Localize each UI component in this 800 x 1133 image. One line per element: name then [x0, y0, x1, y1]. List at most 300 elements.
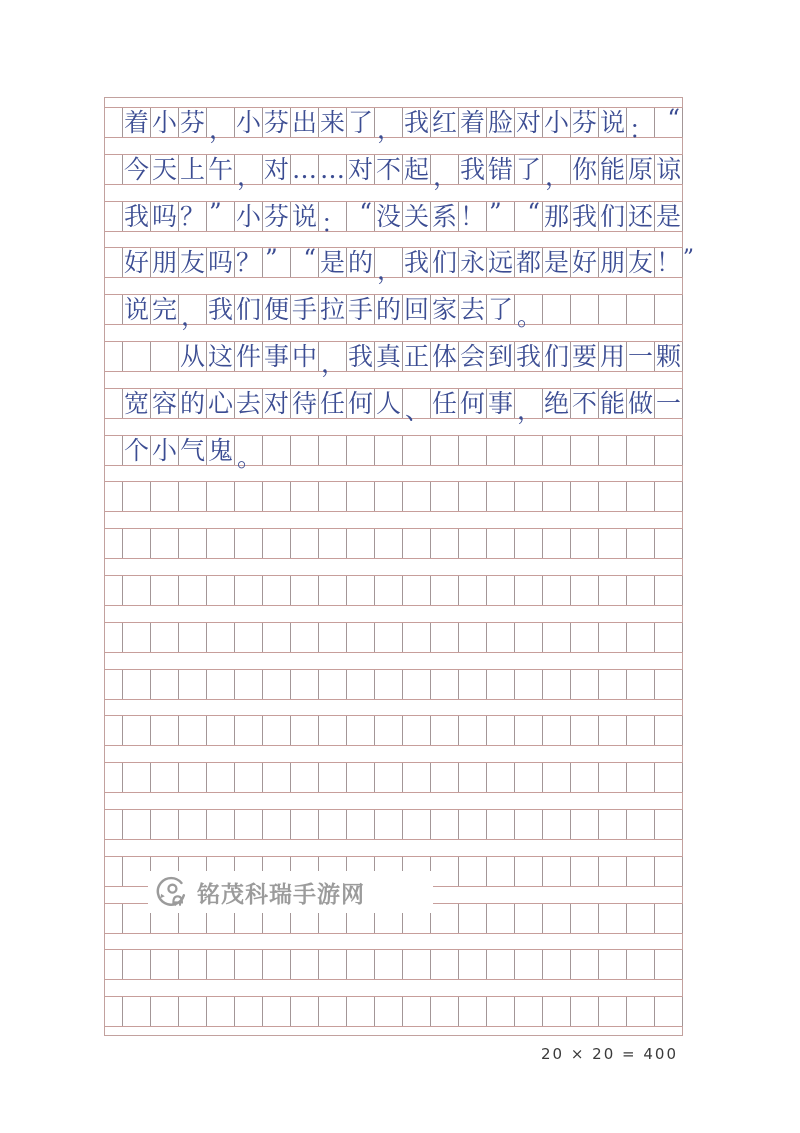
grid-cell [263, 670, 291, 699]
handwritten-character: ？ [235, 248, 261, 278]
grid-cell [375, 342, 403, 371]
watermark [148, 871, 433, 913]
grid-cell-strip [122, 623, 683, 652]
grid-cell [459, 108, 487, 137]
handwritten-character: 不 [375, 154, 401, 184]
handwritten-character: 绝 [543, 388, 569, 418]
handwritten-character: 。 [237, 442, 263, 472]
grid-cell [571, 904, 599, 933]
grid-cell [431, 108, 459, 137]
grid-cell [655, 104, 683, 137]
grid-cell [515, 763, 543, 792]
handwritten-character: … [320, 154, 345, 184]
handwritten-character: 事 [263, 342, 289, 371]
handwritten-character: 我 [403, 108, 429, 137]
handwritten-character: 从 [179, 342, 205, 371]
grid-cell [543, 857, 571, 886]
handwritten-character: 天 [151, 154, 177, 184]
grid-cell [291, 202, 319, 231]
grid-cell [543, 529, 571, 558]
grid-cell [403, 248, 431, 277]
handwritten-character: 芬 [263, 108, 289, 137]
grid-cell [403, 108, 431, 137]
grid-cell [319, 670, 347, 699]
grid-cell [123, 202, 151, 231]
grid-cell [291, 716, 319, 745]
grid-cell [347, 108, 375, 137]
handwritten-character: “ [667, 104, 680, 133]
handwritten-character: 我 [347, 342, 373, 371]
grid-cell [655, 295, 683, 324]
grid-cell [459, 295, 487, 324]
grid-cell [487, 810, 515, 839]
grid-cell [123, 857, 151, 886]
handwritten-character: ， [181, 302, 207, 332]
grid-cell [571, 295, 599, 324]
handwritten-character: 件 [235, 342, 261, 371]
grid-row [105, 104, 682, 145]
grid-cell [571, 716, 599, 745]
grid-cell [123, 763, 151, 792]
grid-cell [291, 623, 319, 652]
grid-cell [235, 295, 263, 324]
grid-cell [179, 108, 207, 137]
handwritten-character: 对 [263, 388, 289, 418]
handwritten-character: 芬 [263, 201, 289, 231]
grid-cell [515, 904, 543, 933]
grid-cell [599, 950, 627, 979]
grid-cell [347, 295, 375, 324]
grid-cell [655, 810, 683, 839]
grid-row [105, 197, 682, 238]
grid-cell [179, 716, 207, 745]
grid-cell [263, 997, 291, 1026]
handwritten-character: 对 [263, 154, 289, 184]
grid-cell [347, 763, 375, 792]
grid-cell [599, 716, 627, 745]
handwritten-character: 会 [459, 342, 485, 371]
handwritten-character: 我 [515, 342, 541, 371]
handwritten-character: ， [237, 162, 263, 192]
grid-cell [487, 197, 515, 231]
grid-cell [487, 763, 515, 792]
grid-cell [375, 482, 403, 511]
grid-cell [207, 997, 235, 1026]
grid-cell [347, 197, 375, 231]
handwritten-character: 好 [571, 248, 597, 278]
grid-cell [263, 244, 291, 277]
grid-cell [235, 155, 263, 192]
grid-cell [263, 295, 291, 324]
grid-cell [571, 576, 599, 605]
grid-cell [459, 529, 487, 558]
grid-cell [263, 716, 291, 745]
grid-cell [627, 810, 655, 839]
handwritten-character: 了 [347, 108, 373, 137]
handwritten-character: 原 [627, 154, 653, 184]
grid-cell [627, 763, 655, 792]
grid-cell [571, 763, 599, 792]
grid-cell [375, 623, 403, 652]
grid-cell [599, 295, 627, 324]
grid-cell [319, 389, 347, 418]
grid-cell [655, 529, 683, 558]
grid-cell [123, 716, 151, 745]
grid-cell [263, 623, 291, 652]
grid-cell [151, 670, 179, 699]
grid-cell [571, 155, 599, 184]
handwritten-character: ， [433, 162, 459, 192]
handwritten-character: 永 [459, 248, 485, 278]
grid-cell [403, 389, 431, 426]
grid-cell-strip [122, 810, 683, 839]
handwritten-character: ： [629, 115, 655, 145]
grid-cell-strip [122, 244, 683, 285]
handwritten-character: 来 [319, 108, 345, 137]
grid-cell [347, 950, 375, 979]
grid-cell [123, 155, 151, 184]
grid-cell [627, 482, 655, 511]
grid-cell [403, 997, 431, 1026]
grid-cell [571, 436, 599, 465]
grid-cell [543, 670, 571, 699]
grid-cell [571, 482, 599, 511]
grid-cell [655, 670, 683, 699]
grid-cell [263, 389, 291, 418]
grid-cell [459, 810, 487, 839]
grid-cell [123, 670, 151, 699]
grid-cell [627, 623, 655, 652]
grid-cell [319, 810, 347, 839]
grid-cell [487, 670, 515, 699]
grid-cell [151, 763, 179, 792]
grid-cell [179, 155, 207, 184]
handwritten-character: 朋 [599, 248, 625, 278]
grid-cell [319, 436, 347, 465]
handwritten-character: 是 [319, 248, 345, 278]
grid-cell [515, 716, 543, 745]
grid-cell [375, 108, 403, 145]
grid-cell [515, 295, 543, 332]
handwritten-character: 着 [123, 108, 149, 137]
grid-cell [655, 716, 683, 745]
handwritten-character: 真 [375, 342, 401, 371]
grid-cell [151, 529, 179, 558]
grid-cell [375, 202, 403, 231]
grid-cell [263, 342, 291, 371]
grid-cell-strip [122, 104, 683, 145]
grid-cell [207, 389, 235, 418]
grid-cell [235, 482, 263, 511]
grid-cell [487, 904, 515, 933]
grid-cell [235, 202, 263, 231]
grid-cell [431, 342, 459, 371]
handwritten-character: 鬼 [207, 435, 233, 465]
grid-cell [207, 436, 235, 465]
handwritten-character: 不 [571, 388, 597, 418]
handwritten-character: 任 [431, 388, 457, 418]
handwritten-character: 还 [627, 201, 653, 231]
handwritten-character: ” [489, 197, 502, 227]
grid-cell [459, 997, 487, 1026]
handwritten-character: 对 [515, 108, 541, 137]
handwritten-character: 芬 [571, 108, 597, 137]
handwritten-character: 朋 [151, 248, 177, 278]
grid-cell [291, 576, 319, 605]
grid-cell [459, 576, 487, 605]
handwritten-character: 出 [291, 108, 317, 137]
grid-cell [403, 763, 431, 792]
grid-cell [655, 623, 683, 652]
grid-cell [627, 950, 655, 979]
grid-cell [179, 436, 207, 465]
grid-cell [487, 482, 515, 511]
grid-cell [151, 202, 179, 231]
grid-cell [627, 857, 655, 886]
grid-cell [263, 810, 291, 839]
grid-cell [403, 295, 431, 324]
grid-cell [403, 202, 431, 231]
grid-cell [235, 810, 263, 839]
handwritten-character: 拉 [319, 295, 345, 325]
handwritten-character: 小 [543, 108, 569, 137]
handwritten-character: 小 [235, 201, 261, 231]
grid-cell-strip [122, 295, 683, 332]
grid-cell [571, 623, 599, 652]
grid-cell [487, 529, 515, 558]
grid-cell [151, 810, 179, 839]
grid-cell [179, 576, 207, 605]
handwritten-character: 何 [459, 388, 485, 418]
grid-cell [179, 670, 207, 699]
grid-cell [375, 950, 403, 979]
grid-cell [431, 248, 459, 277]
grid-cell [207, 529, 235, 558]
grid-cell [319, 576, 347, 605]
grid-cell [347, 529, 375, 558]
grid-cell [151, 623, 179, 652]
grid-cell [263, 950, 291, 979]
grid-cell [291, 763, 319, 792]
grid-cell [403, 436, 431, 465]
grid-cell [291, 108, 319, 137]
grid-cell [515, 857, 543, 886]
grid-row [105, 575, 682, 606]
grid-cell-strip [122, 154, 683, 192]
grid-cell [627, 529, 655, 558]
handwritten-character: 系 [431, 201, 457, 231]
handwritten-character: 关 [403, 201, 429, 231]
grid-cell [599, 436, 627, 465]
handwritten-character: 小 [235, 108, 261, 137]
grid-cell [599, 857, 627, 886]
grid-cell [627, 248, 655, 277]
handwritten-character: 、 [405, 396, 431, 426]
grid-cell [459, 904, 487, 933]
grid-row [105, 622, 682, 653]
handwritten-character: 脸 [487, 108, 513, 137]
handwritten-character: 谅 [655, 154, 681, 184]
grid-cell [543, 810, 571, 839]
grid-cell [403, 670, 431, 699]
grid-cell [235, 716, 263, 745]
grid-cell [459, 716, 487, 745]
handwritten-character: 家 [431, 295, 457, 325]
grid-cell [403, 810, 431, 839]
grid-cell [375, 248, 403, 285]
grid-cell-strip [122, 950, 683, 979]
grid-cell [319, 342, 347, 379]
grid-cell [431, 904, 459, 933]
grid-cell [487, 248, 515, 277]
handwritten-character: 了 [487, 295, 513, 325]
grid-cell [543, 108, 571, 137]
handwritten-character: 午 [207, 154, 233, 184]
handwritten-character: 回 [403, 295, 429, 325]
grid-cell [207, 810, 235, 839]
grid-cell [459, 482, 487, 511]
grid-cell [207, 623, 235, 652]
grid-cell [291, 670, 319, 699]
handwritten-character: 上 [179, 154, 205, 184]
grid-cell [319, 202, 347, 238]
grid-cell [179, 997, 207, 1026]
grid-cell [655, 155, 683, 184]
handwritten-character: ： [321, 208, 347, 238]
grid-cell [179, 763, 207, 792]
grid-cell [571, 997, 599, 1026]
grid-cell [515, 248, 543, 277]
grid-cell [235, 342, 263, 371]
grid-cell [487, 950, 515, 979]
grid-cell [403, 529, 431, 558]
grid-cell [515, 950, 543, 979]
grid-cell [319, 950, 347, 979]
handwritten-character: “ [527, 197, 540, 227]
grid-cell [375, 436, 403, 465]
grid-row [105, 762, 682, 793]
grid-cell [431, 857, 459, 886]
grid-cell [347, 482, 375, 511]
grid-cell [123, 950, 151, 979]
grid-cell-strip [122, 388, 683, 426]
handwritten-character: 中 [291, 342, 317, 371]
handwritten-character: “ [303, 244, 316, 274]
grid-cell [151, 716, 179, 745]
grid-cell [263, 576, 291, 605]
grid-cell [403, 623, 431, 652]
grid-cell [627, 904, 655, 933]
handwritten-character: 红 [431, 108, 457, 137]
grid-cell [431, 389, 459, 418]
grid-cell [291, 529, 319, 558]
grid-cell [599, 202, 627, 231]
handwritten-character: 人 [375, 388, 401, 418]
grid-cell [431, 950, 459, 979]
handwritten-character: 的 [179, 388, 205, 418]
grid-cell [207, 248, 235, 277]
grid-cell [375, 295, 403, 324]
handwritten-character: 说 [123, 295, 149, 325]
handwritten-character: 何 [347, 388, 373, 418]
grid-row [105, 481, 682, 512]
handwritten-character: 了 [515, 154, 541, 184]
grid-cell [543, 342, 571, 371]
grid-row [105, 996, 682, 1027]
grid-cell [515, 482, 543, 511]
grid-cell [571, 108, 599, 137]
grid-cell [179, 623, 207, 652]
grid-cell [543, 482, 571, 511]
grid-cell [515, 997, 543, 1026]
grid-cell [515, 810, 543, 839]
handwritten-character: 好 [123, 248, 149, 278]
grid-cell [655, 950, 683, 979]
grid-cell [599, 108, 627, 137]
grid-cell [375, 155, 403, 184]
handwritten-character: ， [517, 396, 543, 426]
handwritten-character: 说 [599, 108, 625, 137]
grid-cell [291, 810, 319, 839]
grid-cell [123, 342, 151, 371]
handwritten-character: 这 [207, 342, 233, 371]
handwritten-character: 没 [375, 201, 401, 231]
grid-cell [207, 197, 235, 231]
grid-cell [263, 155, 291, 184]
grid-cell [319, 295, 347, 324]
grid-cell [347, 342, 375, 371]
grid-cell [179, 389, 207, 418]
handwritten-character: 正 [403, 342, 429, 371]
watermark-text: 铭茂科瑞手游网 [197, 881, 365, 908]
grid-row [105, 809, 682, 840]
grid-cell [291, 295, 319, 324]
grid-cell-strip [122, 342, 683, 379]
grid-cell [487, 857, 515, 886]
handwritten-character: 说 [291, 201, 317, 231]
grid-cell [599, 576, 627, 605]
grid-cell-strip [122, 435, 683, 472]
handwritten-character: 小 [151, 435, 177, 465]
handwritten-character: ” [209, 197, 222, 227]
grid-cell [291, 389, 319, 418]
grid-cell [347, 810, 375, 839]
grid-cell [459, 670, 487, 699]
handwritten-character: 任 [319, 388, 345, 418]
grid-cell [599, 342, 627, 371]
grid-cell [431, 670, 459, 699]
grid-cell [207, 482, 235, 511]
grid-cell [291, 997, 319, 1026]
grid-row [105, 294, 682, 332]
grid-cell [543, 389, 571, 418]
grid-cell [319, 763, 347, 792]
grid-cell [235, 576, 263, 605]
handwritten-character: 都 [515, 248, 541, 278]
grid-cell [375, 763, 403, 792]
handwritten-character: 去 [235, 388, 261, 418]
grid-cell-strip [122, 482, 683, 511]
handwritten-character: 我 [571, 201, 597, 231]
handwritten-character: 一 [627, 342, 653, 371]
grid-cell [543, 763, 571, 792]
grid-row [105, 435, 682, 472]
handwritten-character: “ [359, 197, 372, 227]
grid-cell [459, 763, 487, 792]
grid-row [105, 388, 682, 426]
grid-cell [403, 155, 431, 184]
handwritten-character: 对 [347, 154, 373, 184]
